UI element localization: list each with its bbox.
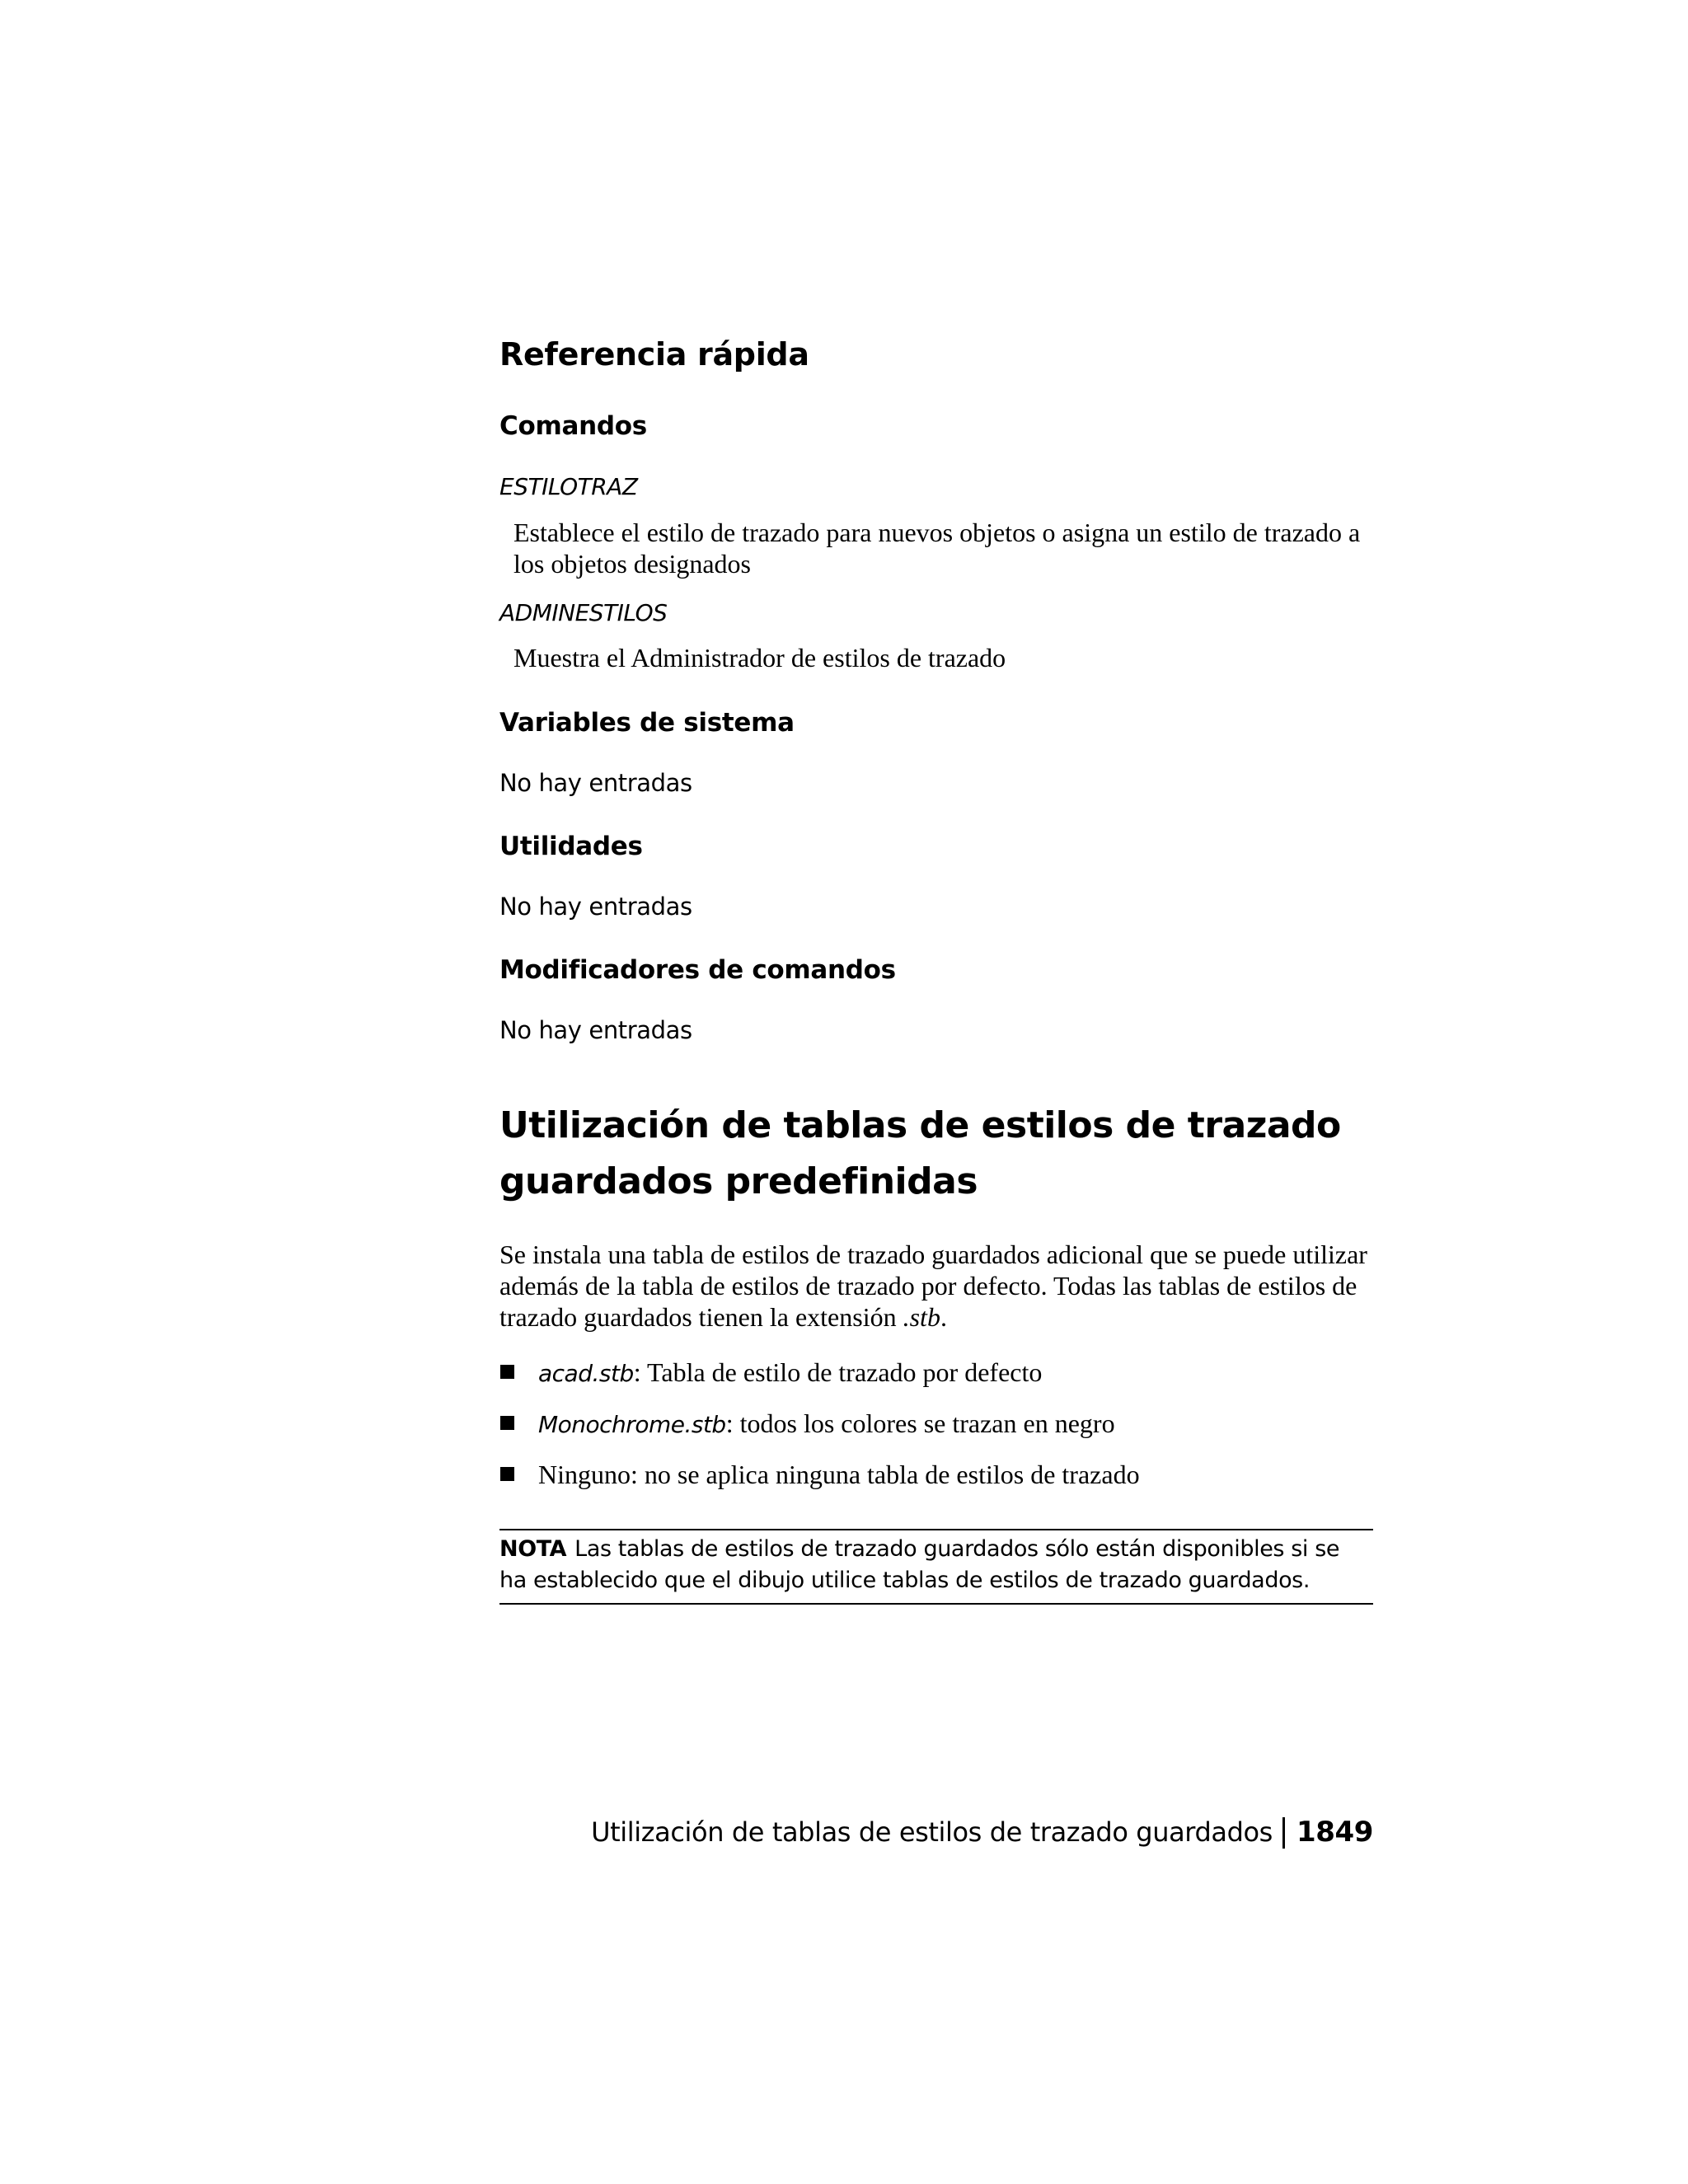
utilities-heading: Utilidades bbox=[499, 832, 643, 861]
list-item bbox=[499, 1459, 1373, 1492]
bullet-file-name: Monochrome.stb bbox=[538, 1411, 726, 1438]
bullet-square-icon bbox=[500, 1365, 514, 1379]
note-text: Las tablas de estilos de trazado guardados sólo están disponibles si se ha establecido que el dibujo utilice tablas de estilos de trazado guardados. bbox=[499, 1536, 1340, 1593]
bullet-square-icon bbox=[500, 1467, 514, 1481]
list-item bbox=[499, 1357, 1373, 1390]
page-number: 1849 bbox=[1296, 1816, 1373, 1849]
system-variables-heading: Variables de sistema bbox=[499, 708, 795, 738]
bullet-text: Ninguno: no se aplica ninguna tabla de estilos de trazado bbox=[538, 1460, 1140, 1489]
command-modifiers-heading: Modificadores de comandos bbox=[499, 955, 896, 985]
bullet-text: : Tabla de estilo de trazado por defecto bbox=[633, 1357, 1043, 1387]
page-footer bbox=[591, 1816, 1373, 1849]
command-description-adminestilos: Muestra el Administrador de estilos de trazado bbox=[513, 643, 1006, 673]
note-box bbox=[499, 1534, 1373, 1596]
command-description-estilotraz: Establece el estilo de trazado para nuevos objetos o asigna un estilo de trazado a los objetos designados bbox=[513, 518, 1361, 579]
quick-reference-heading: Referencia rápida bbox=[499, 336, 809, 373]
list-item bbox=[499, 1408, 1373, 1441]
section-title: Utilización de tablas de estilos de trazado guardados predefinidas bbox=[499, 1104, 1341, 1202]
system-variables-text: No hay entradas bbox=[499, 769, 692, 797]
command-name-estilotraz: ESTILOTRAZ bbox=[499, 473, 638, 500]
intro-end: . bbox=[940, 1302, 947, 1332]
command-modifiers-text: No hay entradas bbox=[499, 1016, 692, 1044]
footer-chapter-title: Utilización de tablas de estilos de trazado guardados bbox=[591, 1816, 1273, 1848]
commands-heading: Comandos bbox=[499, 411, 647, 441]
bullet-text: : todos los colores se trazan en negro bbox=[725, 1408, 1115, 1438]
command-name-adminestilos: ADMINESTILOS bbox=[499, 599, 668, 626]
bullet-file-name: acad.stb bbox=[538, 1360, 634, 1387]
section-intro-paragraph bbox=[499, 1239, 1373, 1333]
utilities-text: No hay entradas bbox=[499, 893, 692, 921]
footer-separator bbox=[1282, 1817, 1285, 1849]
note-bottom-rule bbox=[499, 1603, 1373, 1605]
intro-text: Se instala una tabla de estilos de trazado guardados adicional que se puede utilizar además de la tabla de estilos de trazado por defecto. Todas las tablas de estilos de trazado guardados tienen la extensión bbox=[499, 1240, 1367, 1332]
intro-extension: .stb bbox=[903, 1302, 940, 1332]
note-top-rule bbox=[499, 1529, 1373, 1530]
note-label: NOTA bbox=[499, 1536, 567, 1562]
bullet-square-icon bbox=[500, 1416, 514, 1430]
